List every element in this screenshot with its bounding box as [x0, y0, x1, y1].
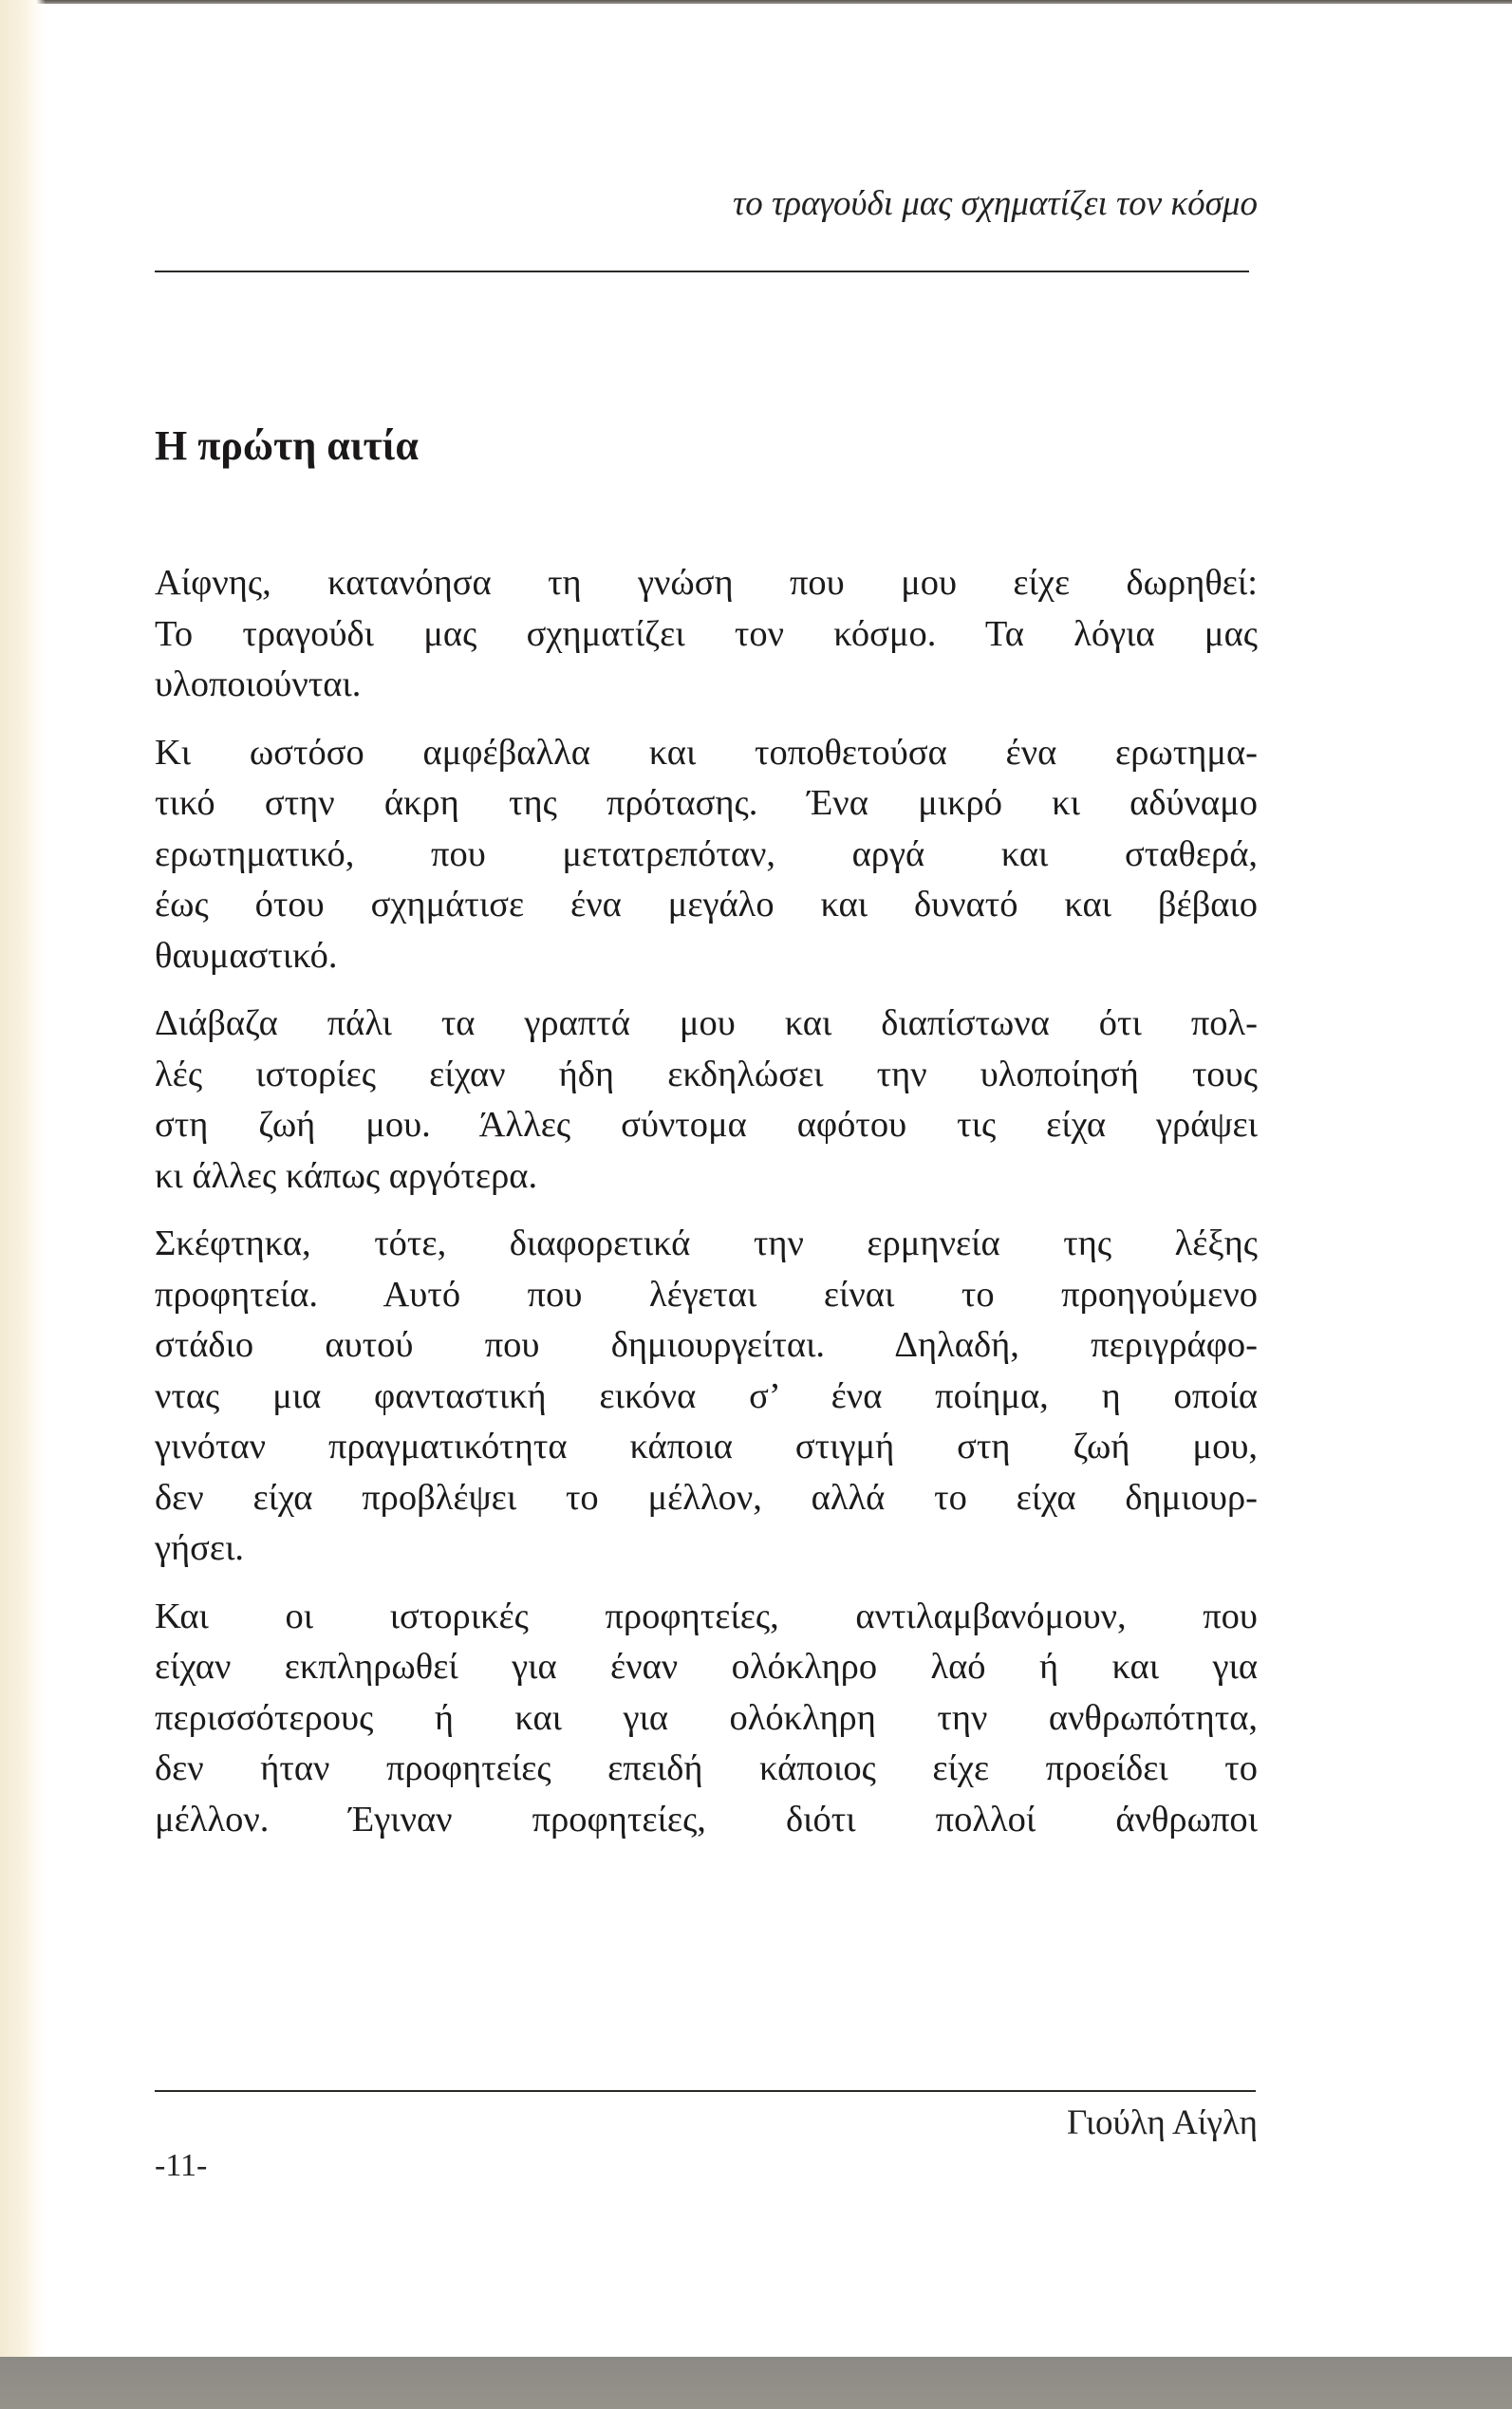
paragraph [155, 999, 1258, 1202]
text-line: Κι ωστόσο αμφέβαλλα και τοποθετούσα ένα ερωτημα- [155, 732, 1258, 773]
body-text [155, 558, 1258, 1862]
paragraph [155, 1219, 1258, 1575]
text-line: ερωτηματικό, που μετατρεπόταν, αργά και σταθερά, [155, 833, 1258, 874]
text-line: θαυμαστικό. [155, 935, 338, 976]
text-line: περισσότερους ή και για ολόκληρη την ανθρωπότητα, [155, 1697, 1258, 1738]
text-line: δεν είχα προβλέψει το μέλλον, αλλά το είχα δημιουρ- [155, 1477, 1258, 1518]
text-line: έως ότου σχημάτισε ένα μεγάλο και δυνατό και βέβαιο [155, 885, 1258, 924]
text-line: προφητεία. Αυτό που λέγεται είναι το προηγούμενο [155, 1274, 1258, 1315]
text-line: γινόταν πραγματικότητα κάποια στιγμή στη ζωή μου, [155, 1427, 1258, 1466]
running-header: το τραγούδι μας σχηματίζει τον κόσμο [733, 184, 1258, 223]
text-line: ντας μια φανταστική εικόνα σ’ ένα ποίημα, η οποία [155, 1375, 1258, 1416]
text-line: στη ζωή μου. Άλλες σύντομα αφότου τις είχα γράψει [155, 1105, 1258, 1145]
text-line: Αίφνης, κατανόησα τη γνώση που μου είχε δωρηθεί: [155, 563, 1258, 603]
text-line: Σκέφτηκα, τότε, διαφορετικά την ερμηνεία της λέξης [155, 1223, 1258, 1263]
text-line: Διάβαζα πάλι τα γραπτά μου και διαπίστωνα ότι πολ- [155, 1003, 1258, 1043]
paragraph [155, 1592, 1258, 1846]
text-line: κι άλλες κάπως αργότερα. [155, 1155, 538, 1196]
scan-top-edge [0, 0, 1512, 4]
text-line: δεν ήταν προφητείες επειδή κάποιος είχε προείδει το [155, 1748, 1258, 1788]
text-line: υλοποιούνται. [155, 664, 362, 704]
scan-bottom-edge [0, 2357, 1512, 2409]
paragraph [155, 728, 1258, 982]
text-line: Και οι ιστορικές προφητείες, αντιλαμβανόμουν, που [155, 1596, 1258, 1636]
page-number: -11- [155, 2148, 208, 2183]
text-line: Το τραγούδι μας σχηματίζει τον κόσμο. Τα λόγια μας [155, 613, 1258, 654]
scan-left-edge-tint [0, 0, 46, 2357]
text-line: τικό στην άκρη της πρότασης. Ένα μικρό κι αδύναμο [155, 783, 1258, 823]
chapter-title: Η πρώτη αιτία [155, 422, 419, 469]
header-rule [155, 271, 1249, 272]
paragraph [155, 558, 1258, 711]
text-line: γήσει. [155, 1528, 245, 1568]
author-name: Γιούλη Αίγλη [1066, 2103, 1258, 2142]
footer-rule [155, 2090, 1256, 2092]
text-line: λές ιστορίες είχαν ήδη εκδηλώσει την υλοποίησή τους [155, 1054, 1258, 1094]
text-line: είχαν εκπληρωθεί για έναν ολόκληρο λαό ή και για [155, 1647, 1258, 1687]
text-line: στάδιο αυτού που δημιουργείται. Δηλαδή, περιγράφο- [155, 1325, 1258, 1365]
text-line: μέλλον. Έγιναν προφητείες, διότι πολλοί άνθρωποι [155, 1799, 1258, 1839]
